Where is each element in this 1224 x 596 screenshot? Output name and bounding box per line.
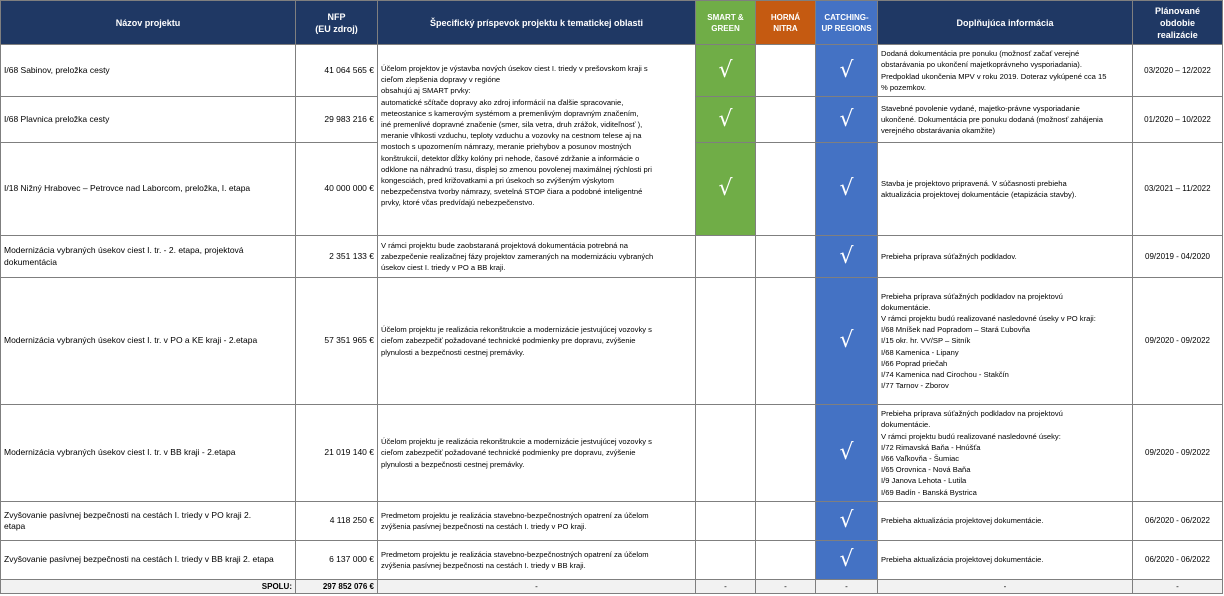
project-description: Účelom projektov je výstavba nových úsekov ciest I. triedy v prešovskom kraji s cieľom zlepšenia dopravy v regióne obsahujú aj SMART prvky: automatické sčítače dopravy ako zdroj informácií na ďalšie spracovanie, meteostanice s kamerovým systémom a premenlivým dopravným značením, iné premenlivé dopravné značenie (smer, sila vetra, druh zrážok, viditeľnosť ), meranie vlhkosti vzduchu, teploty vzduchu a vozovky na cestnom telese aj na mostoch s upozornením námrazy, meranie priehybov a posunov mostných konštrukcií, detektor dĺžky kolóny pri nehode, časové zdržanie a informácie o odklone na náhradnú trasu, displej so zmenou povolenej maximálnej rýchlosti pri kongesciách, pred križovatkami a pri úsekoch so zvýšeným výskytom nebezpečenstva tvorby námrazy, svetelná STOP čiara a podobné inteligentné prvky, ktoré včas predvídajú nebezpečenstvo. [378,45,696,236]
total-horna-nitra: - [756,580,816,594]
period: 09/2020 - 09/2022 [1133,405,1223,502]
project-description: V rámci projektu bude zaobstaraná projektová dokumentácia potrebná na zabezpečenie realizačnej fázy projektov zameraných na modernizáciu vybraných úsekov ciest I. triedy v PO a BB kraji. [378,236,696,278]
catching-up-cell [816,236,878,278]
project-name: Modernizácia vybraných úsekov ciest I. tr. v PO a KE kraji - 2.etapa [1,278,296,405]
table-row [1,278,1223,405]
table-row [1,502,1223,541]
header-nfp: NFP (EU zdroj) [296,1,378,45]
total-row [1,580,1223,594]
total-nfp: 297 852 076 € [296,580,378,594]
horna-nitra-cell [756,541,816,580]
check-icon: √ [839,508,854,533]
period: 09/2019 - 04/2020 [1133,236,1223,278]
project-description: Predmetom projektu je realizácia stavebno-bezpečnostných opatrení za účelom zvýšenia pasívnej bezpečnosti na cestách I. triedy v BB kraji. [378,541,696,580]
additional-info: Prebieha príprava súťažných podkladov. [878,236,1133,278]
total-info: - [878,580,1133,594]
table-row [1,541,1223,580]
horna-nitra-cell [756,502,816,541]
smart-green-cell [696,502,756,541]
catching-up-cell [816,143,878,236]
total-period: - [1133,580,1223,594]
additional-info: Prebieha aktualizácia projektovej dokumentácie. [878,541,1133,580]
table-row [1,45,1223,97]
header-horna-nitra: HORNÁ NITRA [756,1,816,45]
project-name: I/68 Sabinov, preložka cesty [1,45,296,97]
horna-nitra-cell [756,45,816,97]
smart-green-cell [696,278,756,405]
project-name: I/18 Nižný Hrabovec – Petrovce nad Laborcom, preložka, I. etapa [1,143,296,236]
check-icon: √ [839,328,854,354]
horna-nitra-cell [756,97,816,143]
check-icon: √ [839,547,854,572]
header-smart-green: SMART & GREEN [696,1,756,45]
nfp-value: 2 351 133 € [296,236,378,278]
catching-up-cell [816,541,878,580]
smart-green-cell [696,541,756,580]
additional-info: Dodaná dokumentácia pre ponuku (možnosť začať verejné obstarávania po ukončení majetkoprávneho vysporiadania). Predpoklad ukončenia MPV v roku 2019. Doteraz vykúpené cca 15 % pozemkov. [878,45,1133,97]
total-label: SPOLU: [1,580,296,594]
project-name: Zvyšovanie pasívnej bezpečnosti na cestách I. triedy v PO kraji 2. etapa [1,502,296,541]
catching-up-cell [816,97,878,143]
smart-green-cell [696,236,756,278]
horna-nitra-cell [756,278,816,405]
check-icon: √ [718,176,733,201]
nfp-value: 57 351 965 € [296,278,378,405]
smart-green-cell [696,405,756,502]
additional-info: Prebieha príprava súťažných podkladov na projektovú dokumentácie. V rámci projektu budú realizované nasledovné úseky: I/72 Rimavská Baňa - Hnúšťa I/66 Vaľkovňa - Šumiac I/65 Orovnica - Nová Baňa I/9 Janova Lehota - Lutila I/69 Badín - Banská Bystrica [878,405,1133,502]
smart-green-cell [696,97,756,143]
check-icon: √ [839,176,854,201]
additional-info: Stavba je projektovo pripravená. V súčasnosti prebieha aktualizácia projektovej dokumentácie (etapizácia stavby). [878,143,1133,236]
header-contribution: Špecifický príspevok projektu k tematickej oblasti [378,1,696,45]
smart-green-cell [696,45,756,97]
smart-green-cell [696,143,756,236]
header-row [1,1,1223,45]
nfp-value: 29 983 216 € [296,97,378,143]
project-name: Modernizácia vybraných úsekov ciest I. tr. - 2. etapa, projektová dokumentácia [1,236,296,278]
horna-nitra-cell [756,236,816,278]
project-name: I/68 Plavnica preložka cesty [1,97,296,143]
header-period: Plánované obdobie realizácie [1133,1,1223,45]
check-icon: √ [718,57,733,83]
check-icon: √ [839,57,854,83]
check-icon: √ [839,106,854,132]
table-row [1,236,1223,278]
header-project-name: Názov projektu [1,1,296,45]
additional-info: Stavebné povolenie vydané, majetko-právne vysporiadanie ukončené. Dokumentácia pre ponuku dodaná (možnosť zahájenia verejného obstarávania okamžite) [878,97,1133,143]
check-icon: √ [839,440,854,466]
period: 09/2020 - 09/2022 [1133,278,1223,405]
header-info: Doplňujúca informácia [878,1,1133,45]
period: 06/2020 - 06/2022 [1133,502,1223,541]
project-name: Modernizácia vybraných úsekov ciest I. tr. v BB kraji - 2.etapa [1,405,296,502]
nfp-value: 4 118 250 € [296,502,378,541]
nfp-value: 21 019 140 € [296,405,378,502]
project-description: Účelom projektu je realizácia rekonštrukcie a modernizácie jestvujúcej vozovky s cieľom zabezpečiť požadované technické podmienky pre dopravu, zvýšenie plynulosti a bezpečnosti cestnej premávky. Účelom projektu je realizácia rekonštrukcie a modernizácie jestvujúcej vozovky s cieľom zabezpečiť požadované technické podmienky pre dopravu, zvýšenie plynulosti a bezpečnosti cestnej premávky. [378,278,696,502]
additional-info: Prebieha aktualizácia projektovej dokumentácie. [878,502,1133,541]
check-icon: √ [718,106,733,132]
horna-nitra-cell [756,405,816,502]
total-catching-up: - [816,580,878,594]
nfp-value: 41 064 565 € [296,45,378,97]
period: 03/2020 – 12/2022 [1133,45,1223,97]
nfp-value: 40 000 000 € [296,143,378,236]
catching-up-cell [816,45,878,97]
check-icon: √ [839,243,854,269]
total-smart-green: - [696,580,756,594]
project-name: Zvyšovanie pasívnej bezpečnosti na cestách I. triedy v BB kraji 2. etapa [1,541,296,580]
nfp-value: 6 137 000 € [296,541,378,580]
catching-up-cell [816,278,878,405]
horna-nitra-cell [756,143,816,236]
total-contribution: - [378,580,696,594]
catching-up-cell [816,405,878,502]
header-catching-up: CATCHING- UP REGIONS [816,1,878,45]
catching-up-cell [816,502,878,541]
project-description: Predmetom projektu je realizácia stavebno-bezpečnostných opatrení za účelom zvýšenia pasívnej bezpečnosti na cestách I. triedy v PO kraji. [378,502,696,541]
additional-info: Prebieha príprava súťažných podkladov na projektovú dokumentácie. V rámci projektu budú realizované nasledovné úseky v PO kraji: I/68 Mníšek nad Popradom – Stará Ľubovňa I/15 okr. hr. VV/SP – Sitník I/68 Kamenica - Lipany I/66 Poprad priečah I/74 Kamenica nad Cirochou - Stakčín I/77 Tarnov - Zborov [878,278,1133,405]
period: 01/2020 – 10/2022 [1133,97,1223,143]
period: 03/2021 – 11/2022 [1133,143,1223,236]
period: 06/2020 - 06/2022 [1133,541,1223,580]
